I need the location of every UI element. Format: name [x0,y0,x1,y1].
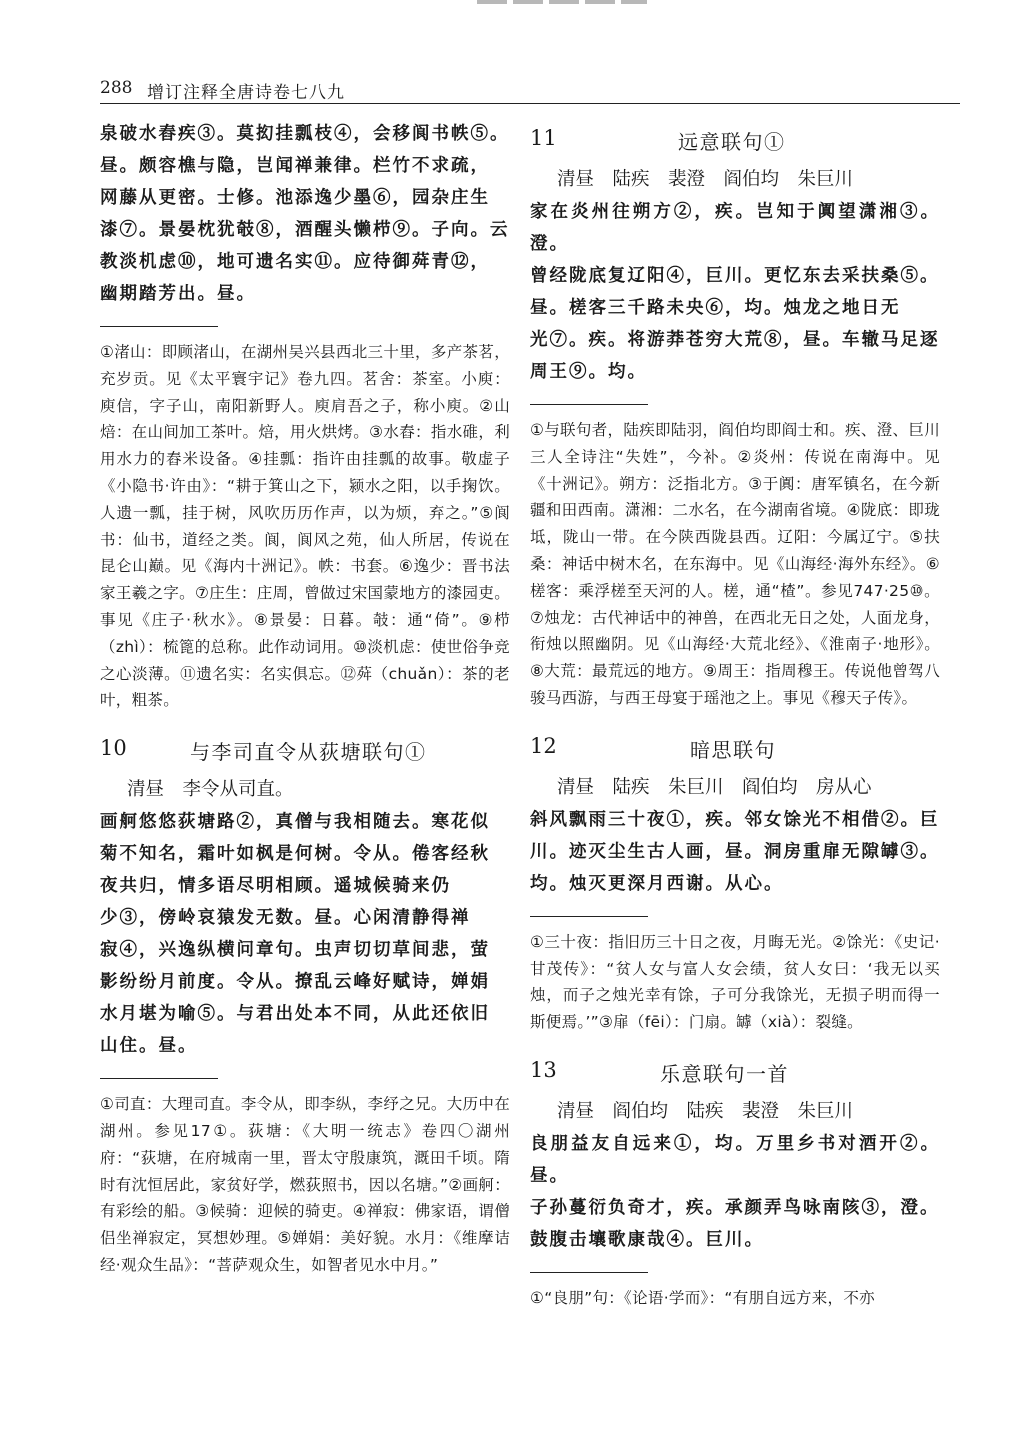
poem-line: 画舸悠悠荻塘路②，真僧与我相随去。寒花似 [100,812,490,833]
poem-line: 网藤从更密。士修。池添逸少墨⑥，园杂庄生 [100,188,490,208]
poem-line: 周王⑨。均。 [530,362,647,382]
poem-13-heading [530,1050,940,1094]
poem-line: 昼。颇容樵与隐，岂闻禅兼律。栏竹不求疏， [100,156,490,176]
footnote-rule [530,1272,648,1273]
poem-line: 山住。昼。 [100,1036,198,1057]
footnote-rule [530,404,648,405]
poem-12-body [530,804,940,900]
header-rule [100,103,960,104]
poem-12-footnotes: ①三十夜：指旧历三十日之夜，月晦无光。②馀光：《史记·甘茂传》：“贫人女与富人女会绩，贫人女曰：‘我无以买烛，而子之烛光幸有馀，子可分我馀光，无损子明而得一斯便焉。’”③扉（fēi）：门扇。罅（xià）：裂缝。 [530,932,940,1032]
poem-line: 良朋益友自远来①，均。万里乡书对酒开②。昼。 [530,1133,940,1186]
right-column [530,118,940,1312]
poem-13-body [530,1128,940,1256]
poem-line: 泉破水舂疾③。莫抝挂瓢枝④，会移阆书帙⑤。 [100,124,510,144]
poem-title: 暗思联句 [690,737,776,762]
poem-line: 夜共归，情多语尽明相顾。遥城候骑来仍 [100,876,451,897]
poem-line: 均。烛灭更深月西谢。从心。 [530,873,784,894]
footnote-rule [530,916,648,917]
poem-10-heading [100,728,510,772]
poem-11-heading [530,118,940,162]
footnote-rule [100,326,218,327]
poem-line: 菊不知名，霜叶如枫是何树。令从。倦客经秋 [100,844,490,865]
poem-title: 远意联句① [678,130,786,154]
poem-line: 曾经陇底复辽阳④，巨川。更忆东去采扶桑⑤。 [530,266,940,286]
poem-number: 12 [530,733,557,758]
poem-authors: 清昼 陆疾 朱巨川 阎伯均 房从心 [557,776,872,798]
poem-title: 乐意联句一首 [660,1061,789,1086]
poem-line: 昼。槎客三千路未央⑥，均。烛龙之地日无 [530,298,901,318]
poem-authors: 清昼 李令从司直。 [127,779,294,801]
poem-13-footnotes: ①“良朋”句：《论语·学而》：“有朋自远方来，不亦 [530,1288,875,1307]
poem-line: 幽期踏芳出。昼。 [100,284,256,304]
footnotes-continuation: ①渚山：即顾渚山，在湖州吴兴县西北三十里，多产茶茗，充岁贡。见《太平寰宇记》卷九四。茗舍：茶室。小庾：庾信，字子山，南阳新野人。庾肩吾之子，称小庾。②山焙：在山间加工茶叶。焙，用火烘烤。③水舂：指水碓，利用水力的舂米设备。④挂瓢：指许由挂瓢的故事。敬虚子《小隐书·许由》：“耕于箕山之下，颍水之阳，以手掬饮。人遗一瓢，挂于树，风吹历历作声，以为烦，弃之。”⑤阆书：仙书，道经之类。阆，阆风之苑，仙人所居，传说在昆仑山巅。见《海内十洲记》。帙：书套。⑥逸少：晋书法家王羲之字。⑦庄生：庄周，曾做过宋国蒙地方的漆园吏。事见《庄子·秋水》。⑧景晏：日暮。攲：通“倚”。⑨栉（zhì）：梳篦的总称。此作动词用。⑩淡机虑：使世俗争竞之心淡薄。⑪遗名实：名实俱忘。⑫荈（chuǎn）：茶的老叶，粗茶。 [100,343,510,710]
poem-line: 光⑦。疾。将游莽苍穷大荒⑧，昼。车辙马足逐 [530,330,940,350]
poem-authors: 清昼 阎伯均 陆疾 裴澄 朱巨川 [557,1100,854,1122]
poem-number: 13 [530,1057,557,1082]
poem-10-body [100,806,510,1062]
left-column [100,118,510,1279]
page-header [100,78,960,102]
poem-line: 子孙蔓衍负奇才，疾。承颜弄鸟咏南陔③，澄。 [530,1197,940,1218]
poem-line: 影纷纷月前度。令从。撩乱云峰好赋诗，婵娟 [100,972,490,993]
poem-line: 寂④，兴逸纵横问章句。虫声切切草间悲，萤 [100,940,490,961]
page-number: 288 [100,78,133,98]
poem-line: 教淡机虑⑩，地可遗名实⑪。应待御荈青⑫， [100,252,490,272]
book-title: 增订注释全唐诗卷七八九 [147,83,345,103]
poem-line: 家在炎州往朔方②，疾。岂知于阗望潇湘③。澄。 [530,202,940,254]
poem-number: 11 [530,126,557,150]
poem-10-footnotes: ①司直：大理司直。李令从，即李纵，李纾之兄。大历中在湖州。参见17①。荻塘：《大明一统志》卷四〇湖州府：“荻塘，在府城南一里，晋太守殷康筑，溉田千顷。隋时有沈恒居此，家贫好学，燃荻照书，因以名塘。”②画舸：有彩绘的船。③候骑：迎候的骑吏。④禅寂：佛家语，谓僧侣坐禅寂定，冥想妙理。⑤婵娟：美好貌。水月：《维摩诘经·观众生品》：“菩萨观众生，如智者见水中月。” [100,1095,510,1274]
poem-line: 少③，傍岭哀猿发无数。昼。心闲清静得禅 [100,908,471,929]
footnote-rule [100,1078,218,1079]
poem-11-footnotes: ①与联句者，陆疾即陆羽，阎伯均即阎士和。疾、澄、巨川三人全诗注“失姓”，今补。②炎州：传说在南海中。见《十洲记》。朔方：泛指北方。③于阗：唐军镇名，在今新疆和田西南。潇湘：二水名，在今湖南省境。④陇底：即珑坻，陇山一带。在今陕西陇县西。辽阳：今属辽宁。⑤扶桑：神话中树木名，在东海中。见《山海经·海外东经》。⑥槎客：乘浮槎至天河的人。槎，通“楂”。参见747·25⑩。⑦烛龙：古代神话中的神兽，在西北无日之处，人面龙身，衔烛以照幽阴。见《山海经·大荒北经》、《淮南子·地形》。⑧大荒：最荒远的地方。⑨周王：指周穆王。传说他曾驾八骏马西游，与西王母宴于瑶池之上。事见《穆天子传》。 [530,421,940,707]
continuation-poem [100,118,510,310]
poem-line: 川。迹灭尘生古人画，昼。洞房重扉无隙罅③。 [530,841,940,862]
poem-authors: 清昼 陆疾 裴澄 阎伯均 朱巨川 [557,169,854,190]
poem-11-body [530,196,940,388]
poem-line: 水月堪为喻⑤。与君出处本不同，从此还依旧 [100,1004,490,1025]
poem-12-heading [530,726,940,770]
poem-line: 斜风飘雨三十夜①，疾。邻女馀光不相借②。巨 [530,809,940,830]
scan-top-mark [477,0,647,4]
poem-title: 与李司直令从荻塘联句① [190,740,427,765]
poem-line: 鼓腹击壤歌康哉④。巨川。 [530,1229,764,1250]
poem-number: 10 [100,736,127,761]
poem-line: 漆⑦。景晏枕犹攲⑧，酒醒头懒栉⑨。子向。云 [100,220,510,240]
